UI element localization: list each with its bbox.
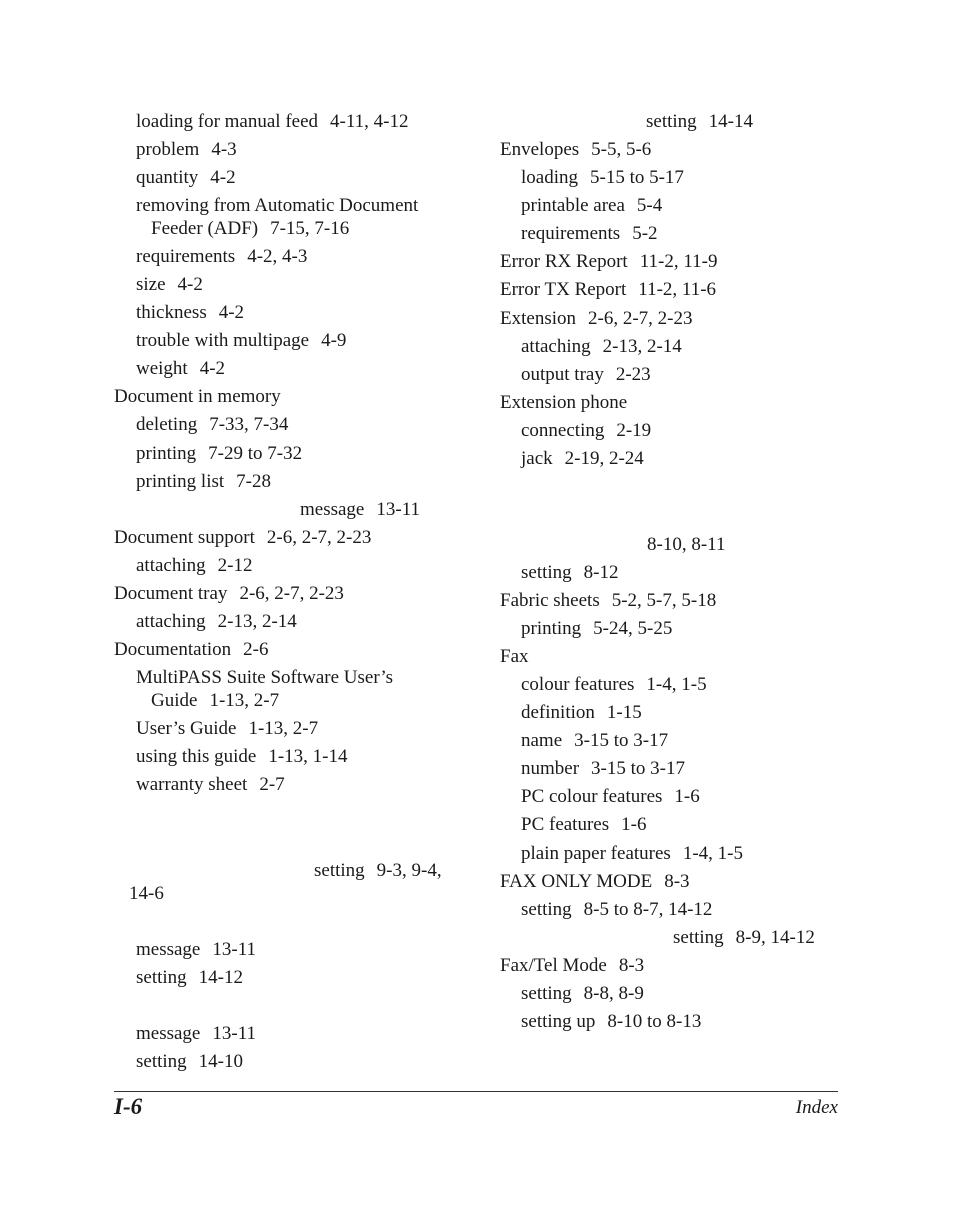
index-heading: Fabric sheets 5-2, 5-7, 5-18 [500,590,717,611]
index-entry: jack 2-19, 2-24 [521,448,644,469]
index-entry: message 13-11 [136,939,256,960]
index-heading: Error TX Report 11-2, 11-6 [500,279,717,300]
index-entry: problem 4-3 [136,139,237,160]
index-heading: Error RX Report 11-2, 11-9 [500,251,718,272]
index-heading: Extension phone [500,392,628,413]
index-entry: setting 8-5 to 8-7, 14-12 [521,899,713,920]
index-entry: requirements 5-2 [521,223,658,244]
index-heading: Document in memory [114,386,281,407]
index-entry: printable area 5-4 [521,195,663,216]
index-entry: attaching 2-13, 2-14 [521,336,682,357]
index-entry: thickness 4-2 [136,302,245,323]
index-entry: attaching 2-13, 2-14 [136,611,297,632]
index-entry: weight 4-2 [136,358,226,379]
index-entry: plain paper features 1-4, 1-5 [521,843,743,864]
index-heading: Document tray 2-6, 2-7, 2-23 [114,583,344,604]
index-entry: message 13-11 [300,499,420,520]
index-entry-continuation: 14-6 [129,883,164,904]
index-entry: number 3-15 to 3-17 [521,758,685,779]
index-entry: trouble with multipage 4-9 [136,330,347,351]
index-entry: name 3-15 to 3-17 [521,730,669,751]
index-entry: size 4-2 [136,274,203,295]
index-entry: definition 1-15 [521,702,642,723]
index-entry: connecting 2-19 [521,420,652,441]
index-heading: FAX ONLY MODE 8-3 [500,871,690,892]
section-title: Index [795,1097,838,1118]
index-entry: deleting 7-33, 7-34 [136,414,289,435]
index-entry: loading for manual feed 4-11, 4-12 [136,111,409,132]
index-entry: printing 7-29 to 7-32 [136,443,303,464]
index-entry: setting 8-8, 8-9 [521,983,644,1004]
index-entry: quantity 4-2 [136,167,236,188]
index-heading: Envelopes 5-5, 5-6 [500,139,652,160]
index-entry-continuation: Feeder (ADF) 7-15, 7-16 [151,218,350,239]
index-entry: setting 14-12 [136,967,243,988]
index-heading: Document support 2-6, 2-7, 2-23 [114,527,372,548]
index-entry: colour features 1-4, 1-5 [521,674,707,695]
index-entry: warranty sheet 2-7 [136,774,285,795]
index-entry: loading 5-15 to 5-17 [521,167,684,188]
page-number: I-6 [114,1094,143,1119]
index-heading: Fax/Tel Mode 8-3 [500,955,645,976]
index-entry: User’s Guide 1-13, 2-7 [136,718,319,739]
index-heading: Extension 2-6, 2-7, 2-23 [500,308,693,329]
index-heading: Fax [500,646,529,667]
index-entry: PC colour features 1-6 [521,786,700,807]
index-entry: setting 8-9, 14-12 [673,927,815,948]
index-entry: removing from Automatic Document [136,195,419,216]
footer-rule [114,1091,838,1092]
index-entry: setting 14-14 [646,111,753,132]
index-entry: setting 8-12 [521,562,619,583]
index-entry: attaching 2-12 [136,555,253,576]
index-entry: message 13-11 [136,1023,256,1044]
index-entry-continuation: Guide 1-13, 2-7 [151,690,280,711]
index-entry: MultiPASS Suite Software User’s [136,667,394,688]
index-entry: requirements 4-2, 4-3 [136,246,308,267]
index-heading: Documentation 2-6 [114,639,269,660]
index-entry: printing 5-24, 5-25 [521,618,673,639]
index-entry: using this guide 1-13, 1-14 [136,746,348,767]
index-entry: setting 14-10 [136,1051,243,1072]
index-entry: setting 9-3, 9-4, [314,860,442,881]
index-entry: 8-10, 8-11 [647,534,726,555]
index-entry: PC features 1-6 [521,814,647,835]
index-entry: printing list 7-28 [136,471,271,492]
index-entry: setting up 8-10 to 8-13 [521,1011,702,1032]
index-entry: output tray 2-23 [521,364,651,385]
